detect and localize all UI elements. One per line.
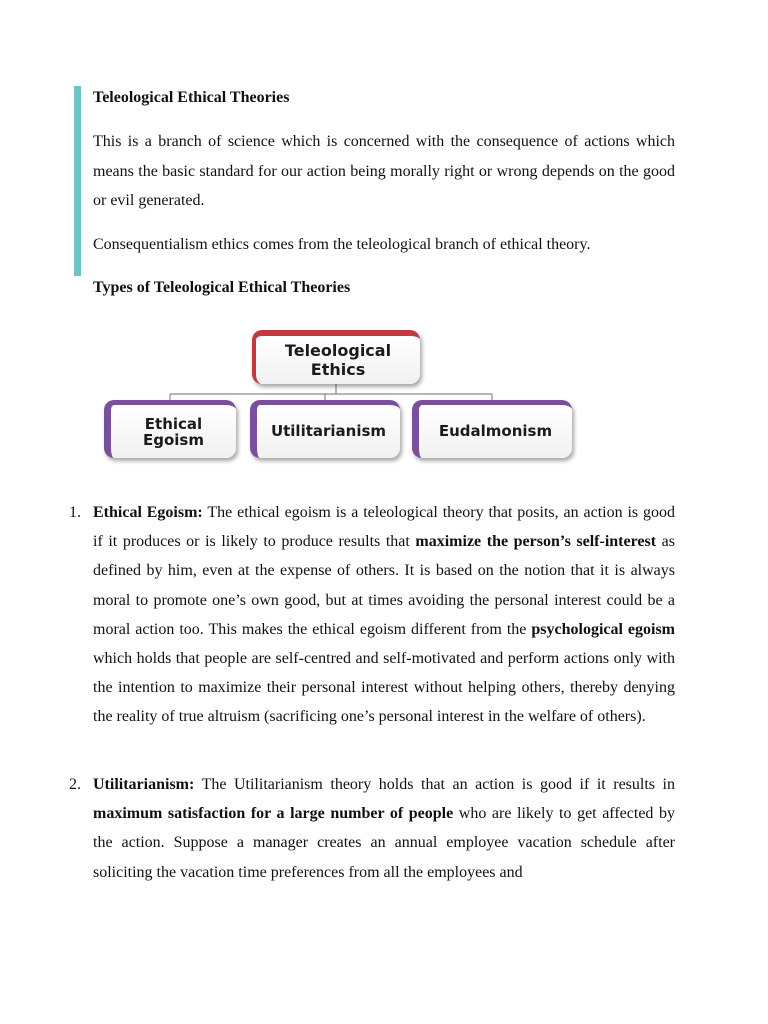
numbered-list — [69, 498, 676, 732]
types-heading: Types of Teleological Ethical Theories — [93, 279, 351, 296]
section-heading: Teleological Ethical Theories — [93, 89, 290, 106]
term-utilitarianism: Utilitarianism: — [93, 776, 195, 793]
item-text: The ethical egoism is a teleological theory that posits, an action is good if it produces or is likely to produce results that — [93, 504, 675, 551]
quote-accent-bar — [74, 86, 81, 276]
emphasis-maximum-satisfaction: maximum satisfaction for a large number of people — [93, 805, 454, 823]
list-number: 2. — [69, 776, 81, 793]
eudalmonism-label: Eudalmonism — [438, 422, 553, 440]
root-label-line2: Ethics — [310, 360, 366, 379]
utilitarianism-label: Utilitarianism — [270, 422, 387, 440]
diagram-node-eudalmonism — [412, 400, 572, 458]
list-item-utilitarianism — [69, 770, 676, 887]
egoism-label-line2: Egoism — [143, 430, 204, 449]
list-item-ethical-egoism — [69, 498, 676, 732]
item-text: The Utilitarianism theory holds that an action is good if it results in — [194, 776, 675, 793]
teleological-ethics-diagram — [100, 330, 580, 466]
emphasis-self-interest: maximize the person’s self-interest — [415, 533, 657, 551]
diagram-root-teleological-ethics — [252, 330, 420, 384]
emphasis-psychological-egoism: psychological egoism — [531, 620, 676, 638]
diagram-node-utilitarianism — [250, 400, 400, 458]
egoism-label-line1: Ethical — [144, 414, 203, 433]
item-text: which holds that people are self-centred and self-motivated and perform actions only with the intention to maximize their personal interest without helping others, thereby denying the reality of true altruism (sacrificing one’s personal interest in the welfare of others). — [93, 650, 675, 726]
root-label-line1: Teleological — [284, 341, 392, 360]
term-ethical-egoism: Ethical Egoism: — [93, 504, 203, 521]
item-text: as defined by him, even at the expense of others. It is based on the notion that it is always moral to promote one’s own good, but at times avoiding the personal interest could be a moral action too. This makes the ethical egoism different from the — [93, 533, 676, 638]
item-text: who are likely to get affected by the action. Suppose a manager creates an annual employee vacation schedule after soliciting the vacation time preferences from all the employees and — [93, 805, 676, 881]
intro-paragraph: This is a branch of science which is concerned with the consequence of actions which means the basic standard for our action being morally right or wrong depends on the good or evil generated. — [93, 133, 675, 209]
diagram-node-ethical-egoism — [104, 400, 236, 458]
list-number: 1. — [69, 504, 81, 521]
numbered-list — [69, 770, 676, 887]
consequentialism-paragraph: Consequentialism ethics comes from the teleological branch of ethical theory. — [93, 236, 591, 253]
